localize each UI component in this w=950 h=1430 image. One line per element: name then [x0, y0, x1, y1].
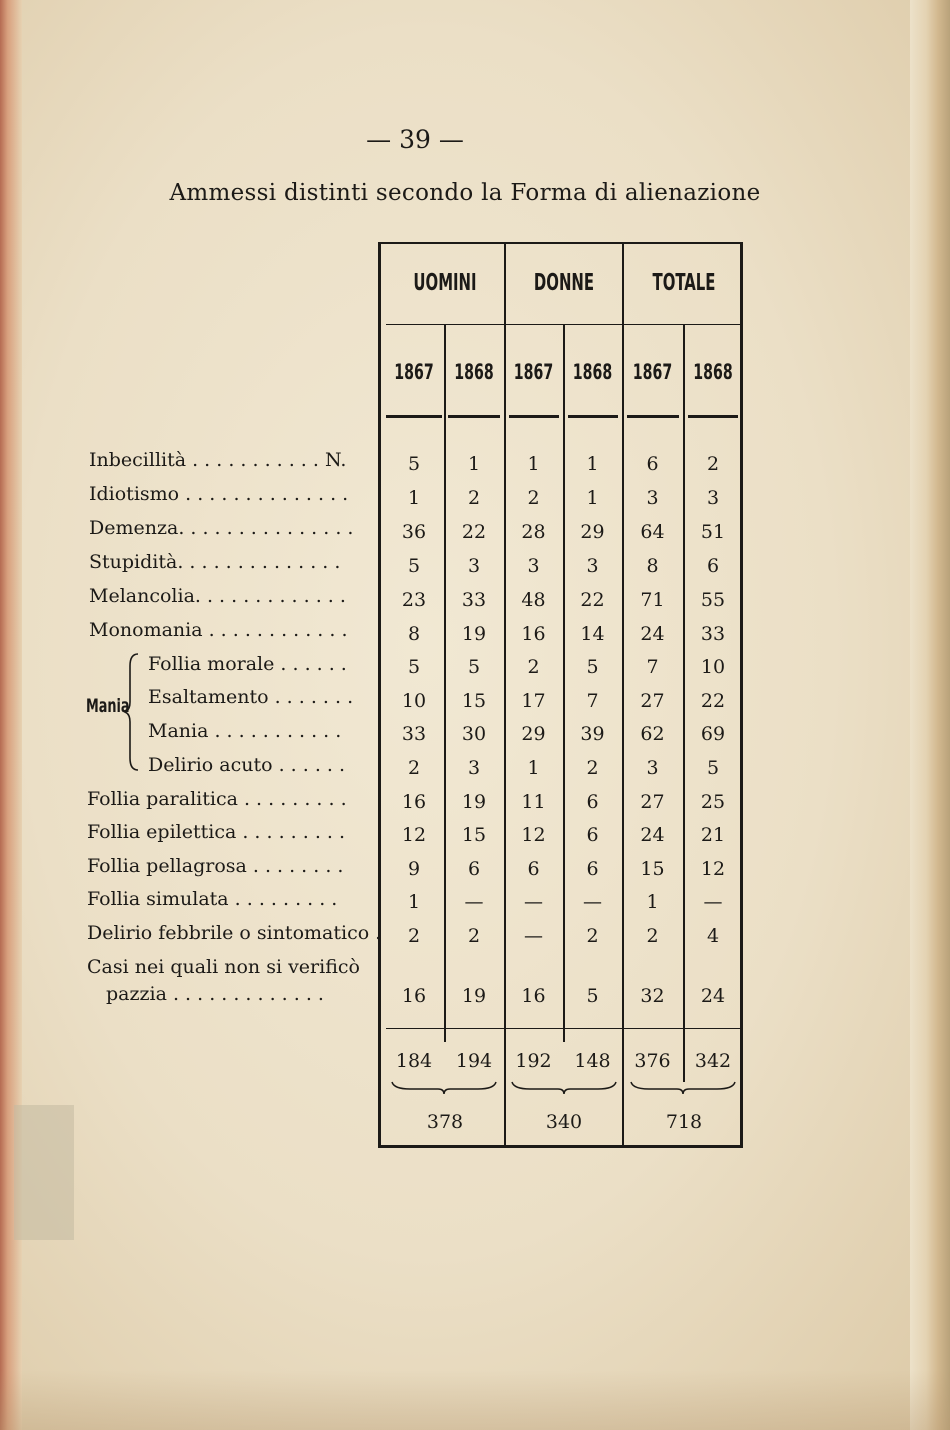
- page-number: — 39 —: [366, 125, 464, 154]
- table-cell: 2: [527, 487, 540, 509]
- row-label: Esaltamento . . . . . . .: [148, 686, 354, 708]
- row-label: pazzia . . . . . . . . . . . . .: [106, 983, 324, 1005]
- sum-brace: [629, 1080, 737, 1096]
- table-hline: [386, 1028, 740, 1029]
- table-cell: 19: [461, 623, 487, 645]
- table-cell: 2: [407, 757, 421, 779]
- total-cell: 194: [455, 1050, 493, 1072]
- table-cell: 2: [467, 487, 481, 509]
- total-cell: 376: [634, 1050, 671, 1072]
- grand-total-cell: 718: [665, 1111, 703, 1133]
- table-cell: —: [524, 891, 543, 913]
- table-cell: 3: [527, 555, 540, 577]
- table-cell: 28: [521, 521, 546, 543]
- row-label: Inbecillità . . . . . . . . . . . N.: [89, 449, 347, 471]
- row-label: Follia simulata . . . . . . . . .: [87, 888, 338, 910]
- table-cell: —: [524, 925, 543, 947]
- row-label: Mania . . . . . . . . . . .: [148, 720, 342, 742]
- row-label: Demenza. . . . . . . . . . . . . . .: [89, 517, 354, 539]
- total-cell: 192: [515, 1050, 552, 1072]
- table-cell: 33: [700, 623, 726, 645]
- table-cell: —: [703, 891, 723, 913]
- table-cell: 22: [580, 589, 605, 611]
- table-cell: 3: [467, 555, 481, 577]
- total-cell: 342: [694, 1050, 732, 1072]
- grand-total-cell: 340: [545, 1111, 583, 1133]
- table-cell: 3: [467, 757, 481, 779]
- table-cell: 48: [521, 589, 546, 611]
- table-cell: 5: [407, 555, 421, 577]
- table-cell: 6: [586, 858, 599, 880]
- table-cell: 2: [407, 925, 421, 947]
- table-cell: 16: [401, 985, 427, 1007]
- row-label: Follia pellagrosa . . . . . . . .: [87, 855, 344, 877]
- year-header: 1868: [572, 360, 613, 384]
- table-cell: 6: [467, 858, 481, 880]
- table-cell: 5: [706, 757, 720, 779]
- year-header: 1868: [454, 360, 494, 384]
- table-cell: 2: [646, 925, 659, 947]
- table-cell: 69: [700, 723, 726, 745]
- row-label: Follia paralitica . . . . . . . . .: [87, 788, 347, 810]
- table-rule: [688, 415, 738, 418]
- table-cell: 24: [700, 985, 726, 1007]
- table-cell: 16: [521, 985, 546, 1007]
- table-cell: 32: [640, 985, 665, 1007]
- row-label: Follia epilettica . . . . . . . . .: [87, 821, 346, 843]
- group-brace: [124, 652, 140, 772]
- table-cell: 5: [467, 656, 481, 678]
- row-label: Delirio acuto . . . . . .: [148, 754, 346, 776]
- grand-total-cell: 378: [426, 1111, 464, 1133]
- table-cell: 39: [580, 723, 605, 745]
- year-header: 1867: [632, 360, 673, 384]
- table-cell: 15: [461, 690, 487, 712]
- header-uomini: UOMINI: [413, 270, 477, 296]
- table-cell: 11: [521, 791, 546, 813]
- table-cell: 6: [527, 858, 540, 880]
- row-label: Delirio febbrile o sintomatico .: [87, 922, 382, 944]
- table-cell: 30: [461, 723, 487, 745]
- table-cell: 1: [407, 891, 421, 913]
- table-cell: 15: [461, 824, 487, 846]
- table-cell: 4: [706, 925, 720, 947]
- table-cell: 27: [640, 690, 665, 712]
- total-cell: 148: [574, 1050, 611, 1072]
- table-cell: 6: [586, 824, 599, 846]
- table-cell: 2: [586, 757, 599, 779]
- year-header: 1867: [513, 360, 554, 384]
- table-cell: 36: [401, 521, 427, 543]
- table-cell: 21: [700, 824, 726, 846]
- table-cell: 2: [586, 925, 599, 947]
- table-cell: 1: [407, 487, 421, 509]
- total-cell: 184: [395, 1050, 433, 1072]
- sum-brace: [510, 1080, 618, 1096]
- table-cell: 23: [401, 589, 427, 611]
- table-cell: 3: [646, 487, 659, 509]
- table-cell: 1: [527, 757, 540, 779]
- paper-stain: [14, 1105, 74, 1240]
- row-label: Melancolia. . . . . . . . . . . . .: [89, 585, 346, 607]
- table-rule: [568, 415, 618, 418]
- table-cell: 3: [706, 487, 720, 509]
- table-cell: 8: [646, 555, 659, 577]
- table-cell: 5: [586, 985, 599, 1007]
- mania-group-label: Mania: [86, 695, 130, 717]
- row-label: Stupidità. . . . . . . . . . . . . .: [89, 551, 341, 573]
- row-label: Follia morale . . . . . .: [148, 653, 347, 675]
- table-cell: 33: [401, 723, 427, 745]
- table-cell: 19: [461, 985, 487, 1007]
- header-donne: DONNE: [533, 270, 595, 296]
- table-cell: —: [464, 891, 484, 913]
- table-cell: 15: [640, 858, 665, 880]
- table-cell: 5: [586, 656, 599, 678]
- page-edge: [910, 0, 950, 1430]
- table-rule: [509, 415, 559, 418]
- table-cell: 25: [700, 791, 726, 813]
- table-cell: 22: [700, 690, 726, 712]
- sum-brace: [390, 1080, 498, 1096]
- table-cell: 6: [646, 453, 659, 475]
- table-hline: [386, 324, 740, 325]
- row-label: Monomania . . . . . . . . . . . .: [89, 619, 348, 641]
- table-cell: 3: [646, 757, 659, 779]
- table-cell: 33: [461, 589, 487, 611]
- table-cell: 19: [461, 791, 487, 813]
- page-shadow: [0, 1370, 950, 1430]
- table-cell: 12: [521, 824, 546, 846]
- table-cell: 10: [700, 656, 726, 678]
- table-cell: 6: [706, 555, 720, 577]
- table-cell: 3: [586, 555, 599, 577]
- table-rule: [386, 415, 442, 418]
- table-cell: 55: [700, 589, 726, 611]
- year-header: 1868: [693, 360, 733, 384]
- year-header: 1867: [394, 360, 434, 384]
- table-cell: 7: [646, 656, 659, 678]
- table-cell: 12: [401, 824, 427, 846]
- table-cell: 1: [527, 453, 540, 475]
- row-label: Idiotismo . . . . . . . . . . . . . .: [89, 483, 349, 505]
- table-cell: 17: [521, 690, 546, 712]
- table-cell: 62: [640, 723, 665, 745]
- table-cell: 29: [580, 521, 605, 543]
- table-cell: 24: [640, 623, 665, 645]
- table-cell: 2: [527, 656, 540, 678]
- table-cell: 16: [521, 623, 546, 645]
- table-cell: 29: [521, 723, 546, 745]
- table-cell: 1: [467, 453, 481, 475]
- table-cell: 9: [407, 858, 421, 880]
- table-cell: 10: [401, 690, 427, 712]
- table-cell: 64: [640, 521, 665, 543]
- table-cell: —: [583, 891, 602, 913]
- table-cell: 6: [586, 791, 599, 813]
- table-cell: 5: [407, 656, 421, 678]
- table-cell: 5: [407, 453, 421, 475]
- table-cell: 1: [646, 891, 659, 913]
- page-title: Ammessi distinti secondo la Forma di alienazione: [169, 180, 761, 206]
- table-cell: 1: [586, 487, 599, 509]
- table-cell: 22: [461, 521, 487, 543]
- table-cell: 16: [401, 791, 427, 813]
- table-rule: [448, 415, 500, 418]
- table-cell: 2: [706, 453, 720, 475]
- table-cell: 27: [640, 791, 665, 813]
- table-cell: 1: [586, 453, 599, 475]
- table-cell: 2: [467, 925, 481, 947]
- table-cell: 24: [640, 824, 665, 846]
- table-cell: 71: [640, 589, 665, 611]
- row-label-prefix: Casi nei quali non si verificò: [87, 956, 360, 978]
- header-totale: TOTALE: [652, 270, 716, 296]
- table-cell: 51: [700, 521, 726, 543]
- table-rule: [627, 415, 679, 418]
- table-cell: 7: [586, 690, 599, 712]
- table-cell: 12: [700, 858, 726, 880]
- table-cell: 14: [580, 623, 605, 645]
- table-cell: 8: [407, 623, 421, 645]
